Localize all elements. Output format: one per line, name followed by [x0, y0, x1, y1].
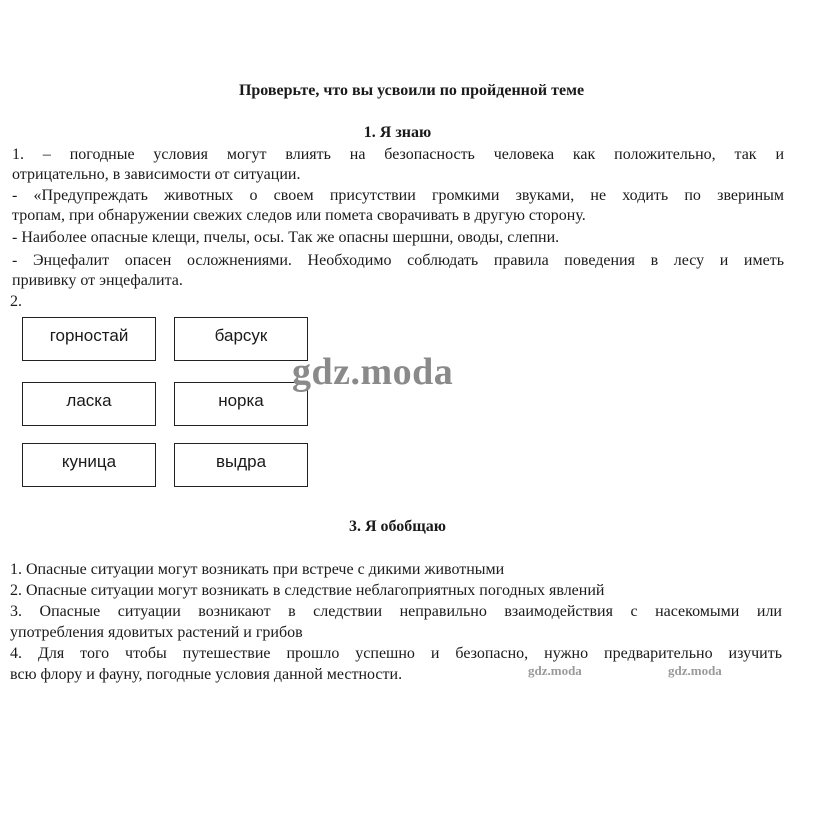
section-1-item-4-line-1: - Энцефалит опасен осложнениями. Необходимо соблюдать правила поведения в лесу и иметь [12, 252, 784, 269]
section-1-item-4-line-2: прививку от энцефалита. [12, 272, 183, 289]
section-1-item-2-line-2: тропам, при обнаружении свежих следов или помета сворачивать в другую сторону. [12, 207, 586, 224]
animal-box-mink: норка [174, 382, 308, 426]
animal-box-badger: барсук [174, 317, 308, 361]
section-3-item-3-line-2: употребления ядовитых растений и грибов [10, 624, 303, 641]
section-1-item-2-line-1: - «Предупреждать животных о своем присутствии громкими звуками, не ходить по звериным [12, 187, 784, 204]
section-3-item-3-line-1: 3. Опасные ситуации возникают в следствии неправильно взаимодействия с насекомыми или [10, 603, 782, 620]
animal-box-marten: куница [22, 443, 156, 487]
section-3-item-2: 2. Опасные ситуации могут возникать в следствие неблагоприятных погодных явлений [10, 582, 605, 599]
watermark-logo: gdz.moda [292, 351, 454, 393]
section-3-item-1: 1. Опасные ситуации могут возникать при встрече с дикими животными [10, 561, 505, 578]
watermark-small-right: gdz.moda [668, 663, 722, 678]
section-3-item-4-line-1: 4. Для того чтобы путешествие прошло успешно и безопасно, нужно предварительно изучить [10, 645, 782, 662]
section-1-heading: 1. Я знаю [363, 124, 432, 141]
animal-box-weasel: ласка [22, 382, 156, 426]
section-1-item-1-line-2: отрицательно, в зависимости от ситуации. [12, 166, 301, 183]
section-1-item-3: - Наиболее опасные клещи, пчелы, осы. Так же опасны шершни, оводы, слепни. [12, 229, 560, 246]
section-3-item-4-line-2: всю флору и фауну, погодные условия данной местности. [10, 666, 403, 683]
watermark-small-left: gdz.moda [528, 663, 582, 678]
section-1-item-5-number: 2. [10, 293, 22, 310]
section-1-item-1-line-1: 1. – погодные условия могут влиять на безопасность человека как положительно, так и [12, 146, 784, 163]
page-title: Проверьте, что вы усвоили по пройденной теме [238, 82, 585, 99]
animal-box-otter: выдра [174, 443, 308, 487]
animal-box-ermine: горностай [22, 317, 156, 361]
section-3-heading: 3. Я обобщаю [348, 518, 447, 535]
